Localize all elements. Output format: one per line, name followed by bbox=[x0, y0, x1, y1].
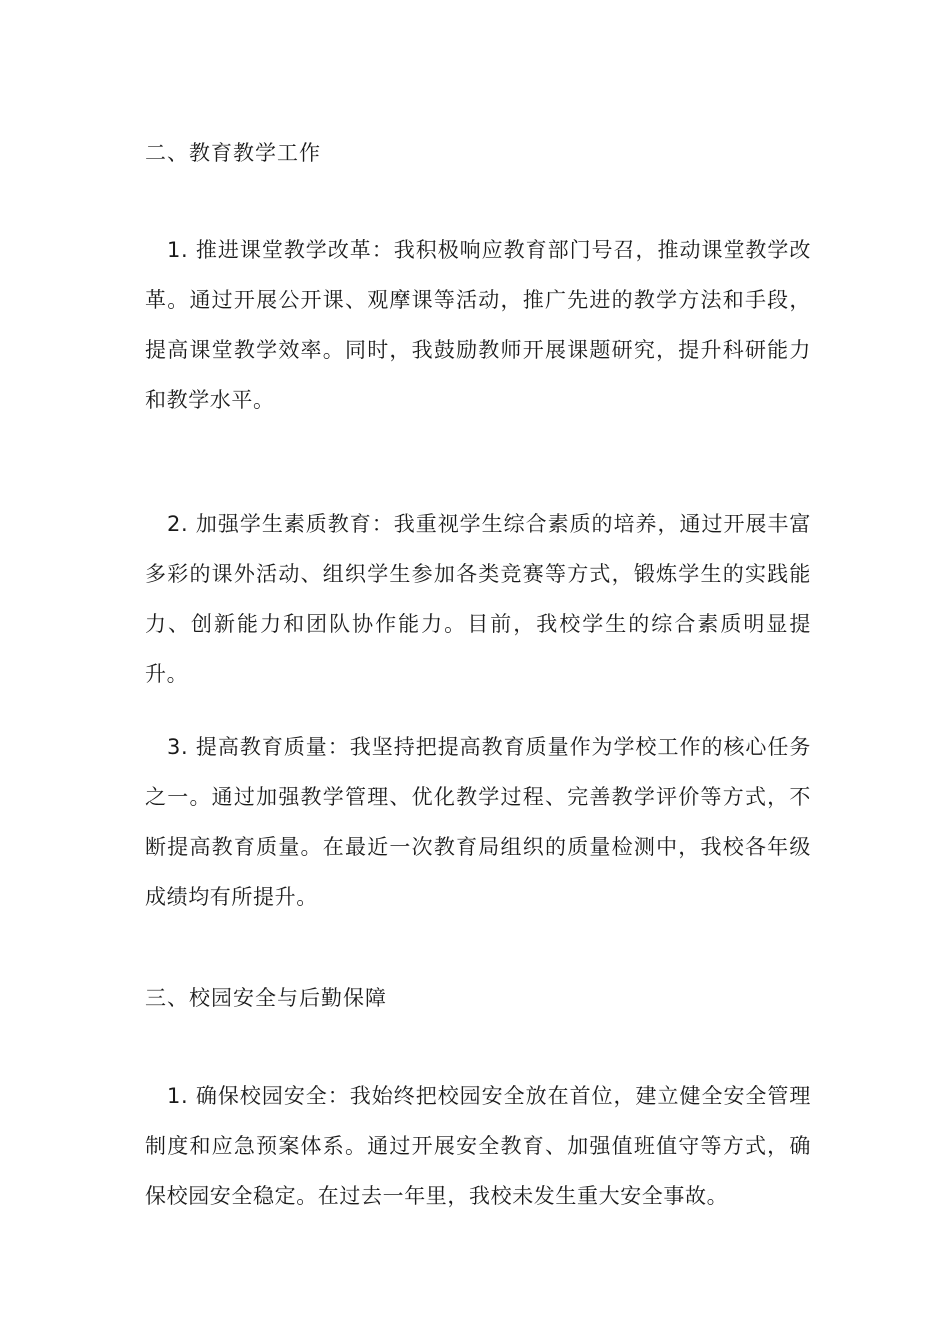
paragraph-education-quality: 3. 提高教育质量：我坚持把提高教育质量作为学校工作的核心任务之一。通过加强教学管理、优化教学过程、完善教学评价等方式，不断提高教育质量。在最近一次教育局组织的质量检测中，我校各年级成绩均有所提升。 bbox=[145, 735, 811, 909]
paragraph-campus-safety: 1. 确保校园安全：我始终把校园安全放在首位，建立健全安全管理制度和应急预案体系。通过开展安全教育、加强值班值守等方式，确保校园安全稳定。在过去一年里，我校未发生重大安全事故。 bbox=[145, 1084, 811, 1208]
section-heading-safety: 三、校园安全与后勤保障 bbox=[145, 986, 387, 1010]
paragraph-quality-education: 2. 加强学生素质教育：我重视学生综合素质的培养，通过开展丰富多彩的课外活动、组织学生参加各类竞赛等方式，锻炼学生的实践能力、创新能力和团队协作能力。目前，我校学生的综合素质明显提升。 bbox=[145, 512, 811, 686]
section-heading-education: 二、教育教学工作 bbox=[145, 141, 321, 165]
paragraph-classroom-reform: 1. 推进课堂教学改革：我积极响应教育部门号召，推动课堂教学改革。通过开展公开课、观摩课等活动，推广先进的教学方法和手段，提高课堂教学效率。同时，我鼓励教师开展课题研究，提升科研能力和教学水平。 bbox=[145, 238, 811, 412]
